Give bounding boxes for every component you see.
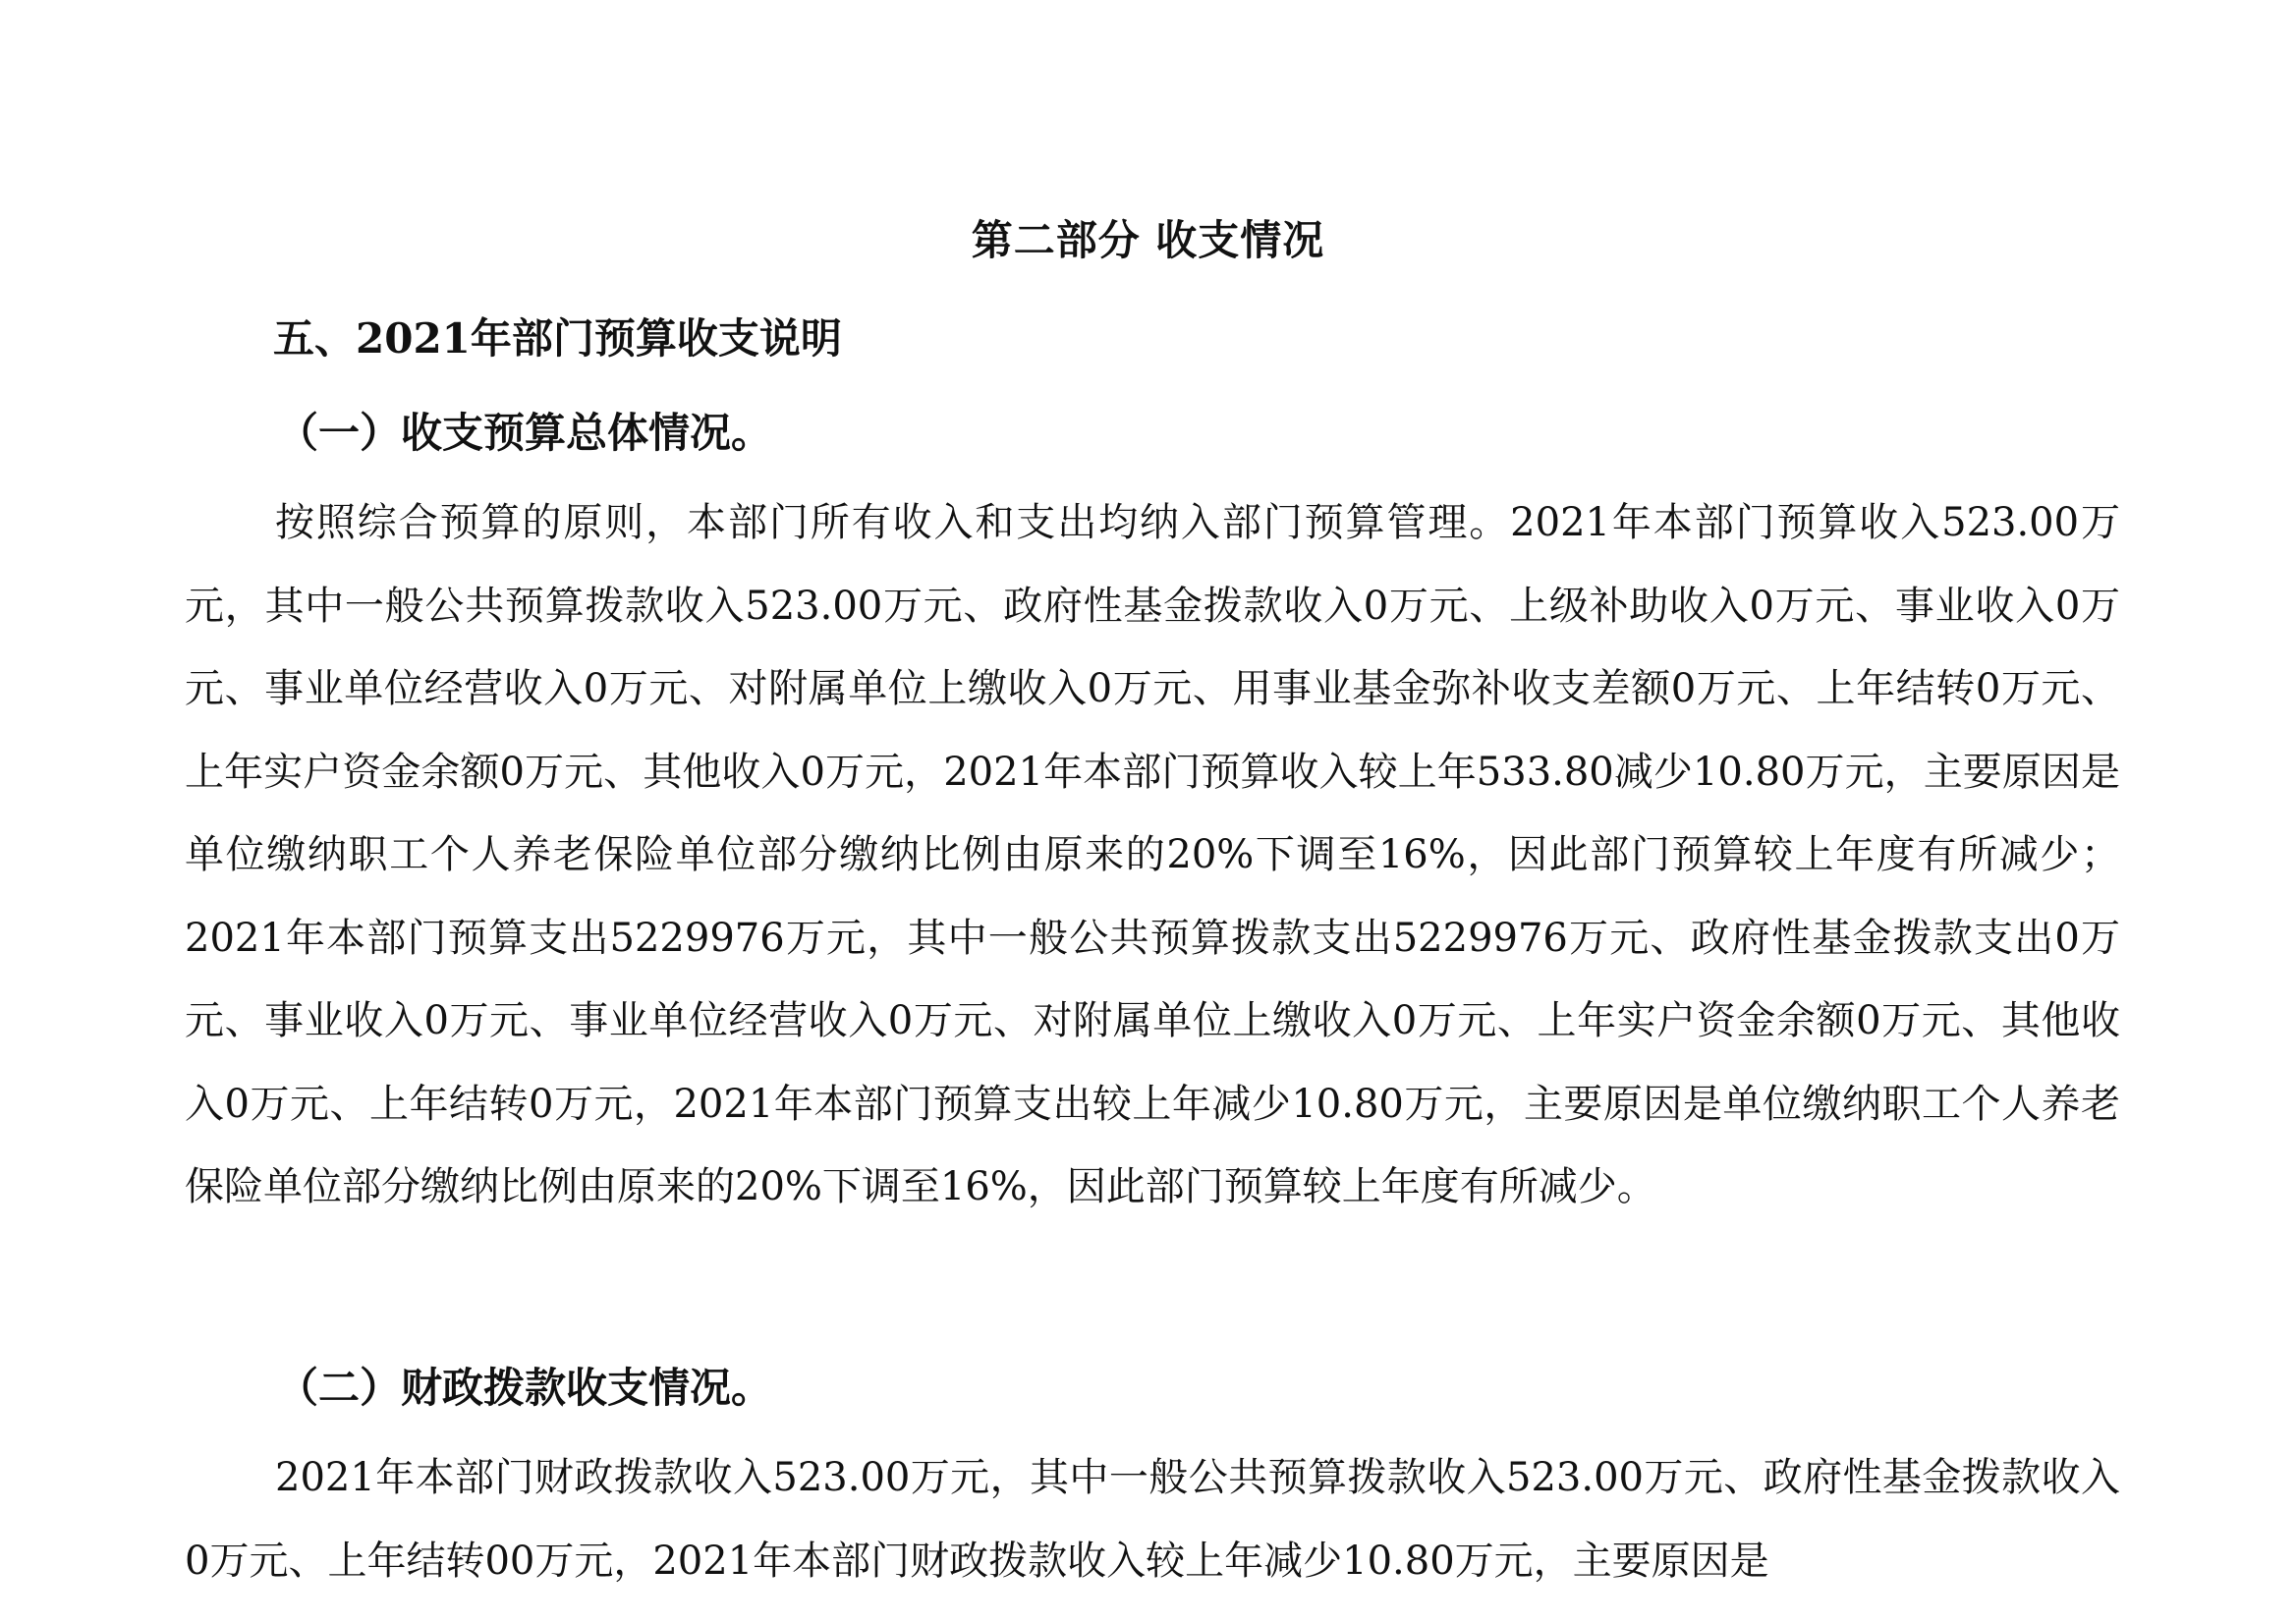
- page-title: 第二部分 收支情况: [971, 216, 1325, 264]
- section-heading: 五、2021年部门预算收支说明: [273, 314, 842, 363]
- paragraph-fiscal-appropriation: 2021年本部门财政拨款收入523.00万元，其中一般公共预算拨款收入523.00万元、政府性基金拨款收入0万元、上年结转00万元，2021年本部门财政拨款收入较上年减少10.80万元，主要原因是: [185, 1455, 2120, 1584]
- subsection-heading-fiscal: （二）财政拨款收支情况。: [277, 1364, 773, 1412]
- subsection-heading-overview: （一）收支预算总体情况。: [277, 409, 773, 457]
- paragraph-budget-overview: 按照综合预算的原则，本部门所有收入和支出均纳入部门预算管理。2021年本部门预算收入523.00万元，其中一般公共预算拨款收入523.00万元、政府性基金拨款收入0万元、上级补助收入0万元、事业收入0万元、事业单位经营收入0万元、对附属单位上缴收入0万元、用事业基金弥补收支差额0万元、上年结转0万元、上年实户资金余额0万元、其他收入0万元，2021年本部门预算收入较上年533.80减少10.80万元，主要原因是单位缴纳职工个人养老保险单位部分缴纳比例由原来的20%下调至16%，因此部门预算较上年度有所减少；2021年本部门预算支出5229976万元，其中一般公共预算拨款支出5229976万元、政府性基金拨款支出0万元、事业收入0万元、事业单位经营收入0万元、对附属单位上缴收入0万元、上年实户资金余额0万元、其他收入0万元、上年结转0万元，2021年本部门预算支出较上年减少10.80万元，主要原因是单位缴纳职工个人养老保险单位部分缴纳比例由原来的20%下调至16%，因此部门预算较上年度有所减少。: [185, 500, 2120, 1209]
